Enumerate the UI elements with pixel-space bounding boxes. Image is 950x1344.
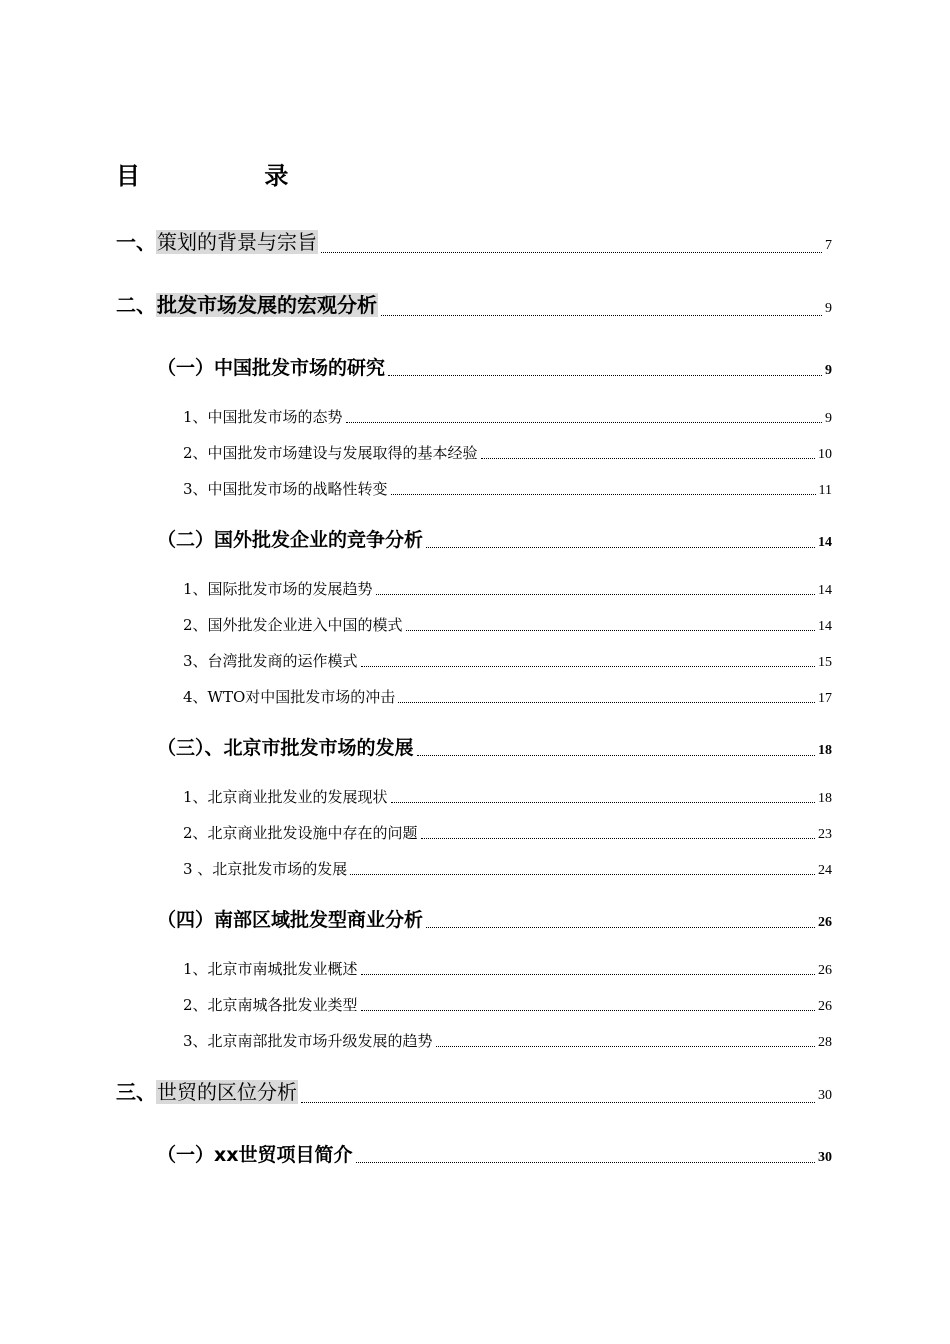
toc-entry-21[interactable] bbox=[157, 1140, 832, 1170]
dot-leader bbox=[421, 838, 815, 839]
toc-entry-label: 策划的背景与宗旨 bbox=[157, 230, 317, 254]
dot-leader bbox=[301, 1102, 815, 1103]
toc-entry-18[interactable] bbox=[183, 994, 832, 1018]
toc-entry-12[interactable] bbox=[157, 733, 832, 763]
toc-page-number: 14 bbox=[818, 535, 832, 550]
toc-entry-label: 3、台湾批发商的运作模式 bbox=[183, 652, 358, 670]
toc-page-number: 9 bbox=[825, 411, 832, 426]
dot-leader bbox=[361, 666, 815, 667]
toc-page-number: 14 bbox=[818, 583, 832, 598]
toc-entry-19[interactable] bbox=[183, 1030, 832, 1054]
dot-leader bbox=[350, 874, 815, 875]
toc-entry-label: 3、中国批发市场的战略性转变 bbox=[183, 480, 388, 498]
dot-leader bbox=[321, 252, 822, 253]
toc-entry-label: 2、北京商业批发设施中存在的问题 bbox=[183, 824, 418, 842]
toc-entry-label: 4、WTO对中国批发市场的冲击 bbox=[183, 688, 396, 706]
dot-leader bbox=[391, 494, 816, 495]
toc-page-number: 9 bbox=[825, 363, 832, 378]
toc-page-number: 18 bbox=[818, 791, 832, 806]
toc-entry-6[interactable] bbox=[183, 478, 832, 502]
toc-page-number: 17 bbox=[818, 691, 832, 706]
dot-leader bbox=[436, 1046, 815, 1047]
toc-page-number: 23 bbox=[818, 827, 832, 842]
dot-leader bbox=[388, 375, 822, 376]
toc-entry-16[interactable] bbox=[157, 905, 832, 935]
toc-entry-8[interactable] bbox=[183, 578, 832, 602]
dot-leader bbox=[426, 547, 815, 548]
dot-leader bbox=[426, 927, 815, 928]
toc-entry-prefix: 一、 bbox=[116, 230, 156, 254]
toc-entry-label: （一）中国批发市场的研究 bbox=[157, 357, 386, 379]
toc-page-number: 15 bbox=[818, 655, 832, 670]
toc-entry-label: 3 、北京批发市场的发展 bbox=[183, 860, 348, 878]
toc-entry-label: 2、中国批发市场建设与发展取得的基本经验 bbox=[183, 444, 478, 462]
toc-title: 目 录 bbox=[116, 162, 347, 190]
toc-entry-label: 1、北京商业批发业的发展现状 bbox=[183, 788, 388, 806]
toc-page-number: 30 bbox=[818, 1088, 832, 1103]
dot-leader bbox=[406, 630, 815, 631]
toc-entry-15[interactable] bbox=[183, 858, 832, 882]
toc-page-number: 28 bbox=[818, 1035, 832, 1050]
dot-leader bbox=[376, 594, 815, 595]
toc-entry-label: （二）国外批发企业的竞争分析 bbox=[157, 529, 424, 551]
toc-entry-7[interactable] bbox=[157, 525, 832, 555]
toc-entry-label: 2、北京南城各批发业类型 bbox=[183, 996, 358, 1014]
toc-entry-prefix: 二、 bbox=[116, 293, 156, 317]
toc-entry-14[interactable] bbox=[183, 822, 832, 846]
toc-entry-20[interactable] bbox=[116, 1076, 832, 1110]
toc-page-number: 26 bbox=[818, 963, 832, 978]
toc-entry-4[interactable] bbox=[183, 406, 832, 430]
dot-leader bbox=[417, 755, 815, 756]
dot-leader bbox=[346, 422, 822, 423]
toc-page-number: 24 bbox=[818, 863, 832, 878]
dot-leader bbox=[381, 315, 822, 316]
toc-entry-11[interactable] bbox=[183, 686, 832, 710]
dot-leader bbox=[361, 974, 815, 975]
toc-entry-5[interactable] bbox=[183, 442, 832, 466]
toc-entry-label: 1、国际批发市场的发展趋势 bbox=[183, 580, 373, 598]
dot-leader bbox=[481, 458, 815, 459]
toc-entry-label: 世贸的区位分析 bbox=[157, 1080, 297, 1104]
toc-page-number: 18 bbox=[818, 743, 832, 758]
toc-page-number: 9 bbox=[825, 301, 832, 316]
toc-entry-9[interactable] bbox=[183, 614, 832, 638]
toc-entry-prefix: 三、 bbox=[116, 1080, 156, 1104]
toc-entry-2[interactable] bbox=[116, 289, 832, 323]
toc-page-number: 10 bbox=[818, 447, 832, 462]
dot-leader bbox=[361, 1010, 815, 1011]
toc-page-number: 26 bbox=[818, 999, 832, 1014]
toc-entry-1[interactable] bbox=[116, 226, 832, 260]
toc-entry-13[interactable] bbox=[183, 786, 832, 810]
toc-entry-label: 1、中国批发市场的态势 bbox=[183, 408, 343, 426]
dot-leader bbox=[391, 802, 815, 803]
dot-leader bbox=[398, 702, 815, 703]
toc-page-number: 14 bbox=[818, 619, 832, 634]
toc-page-number: 11 bbox=[818, 483, 832, 498]
dot-leader bbox=[356, 1162, 815, 1163]
toc-page-number: 7 bbox=[825, 238, 832, 253]
toc-page-number: 26 bbox=[818, 915, 832, 930]
toc-page-number: 30 bbox=[818, 1150, 832, 1165]
toc-entry-label: 2、国外批发企业进入中国的模式 bbox=[183, 616, 403, 634]
toc-entry-label: 批发市场发展的宏观分析 bbox=[157, 293, 377, 317]
toc-entry-label: （三）、北京市批发市场的发展 bbox=[157, 737, 414, 759]
toc-entry-17[interactable] bbox=[183, 958, 832, 982]
toc-entry-label: （四）南部区域批发型商业分析 bbox=[157, 909, 424, 931]
toc-entry-10[interactable] bbox=[183, 650, 832, 674]
toc-entry-label: 3、北京南部批发市场升级发展的趋势 bbox=[183, 1032, 433, 1050]
toc-entry-3[interactable] bbox=[157, 353, 832, 383]
toc-entry-label: （一）xx世贸项目简介 bbox=[157, 1144, 353, 1166]
toc-entry-label: 1、北京市南城批发业概述 bbox=[183, 960, 358, 978]
